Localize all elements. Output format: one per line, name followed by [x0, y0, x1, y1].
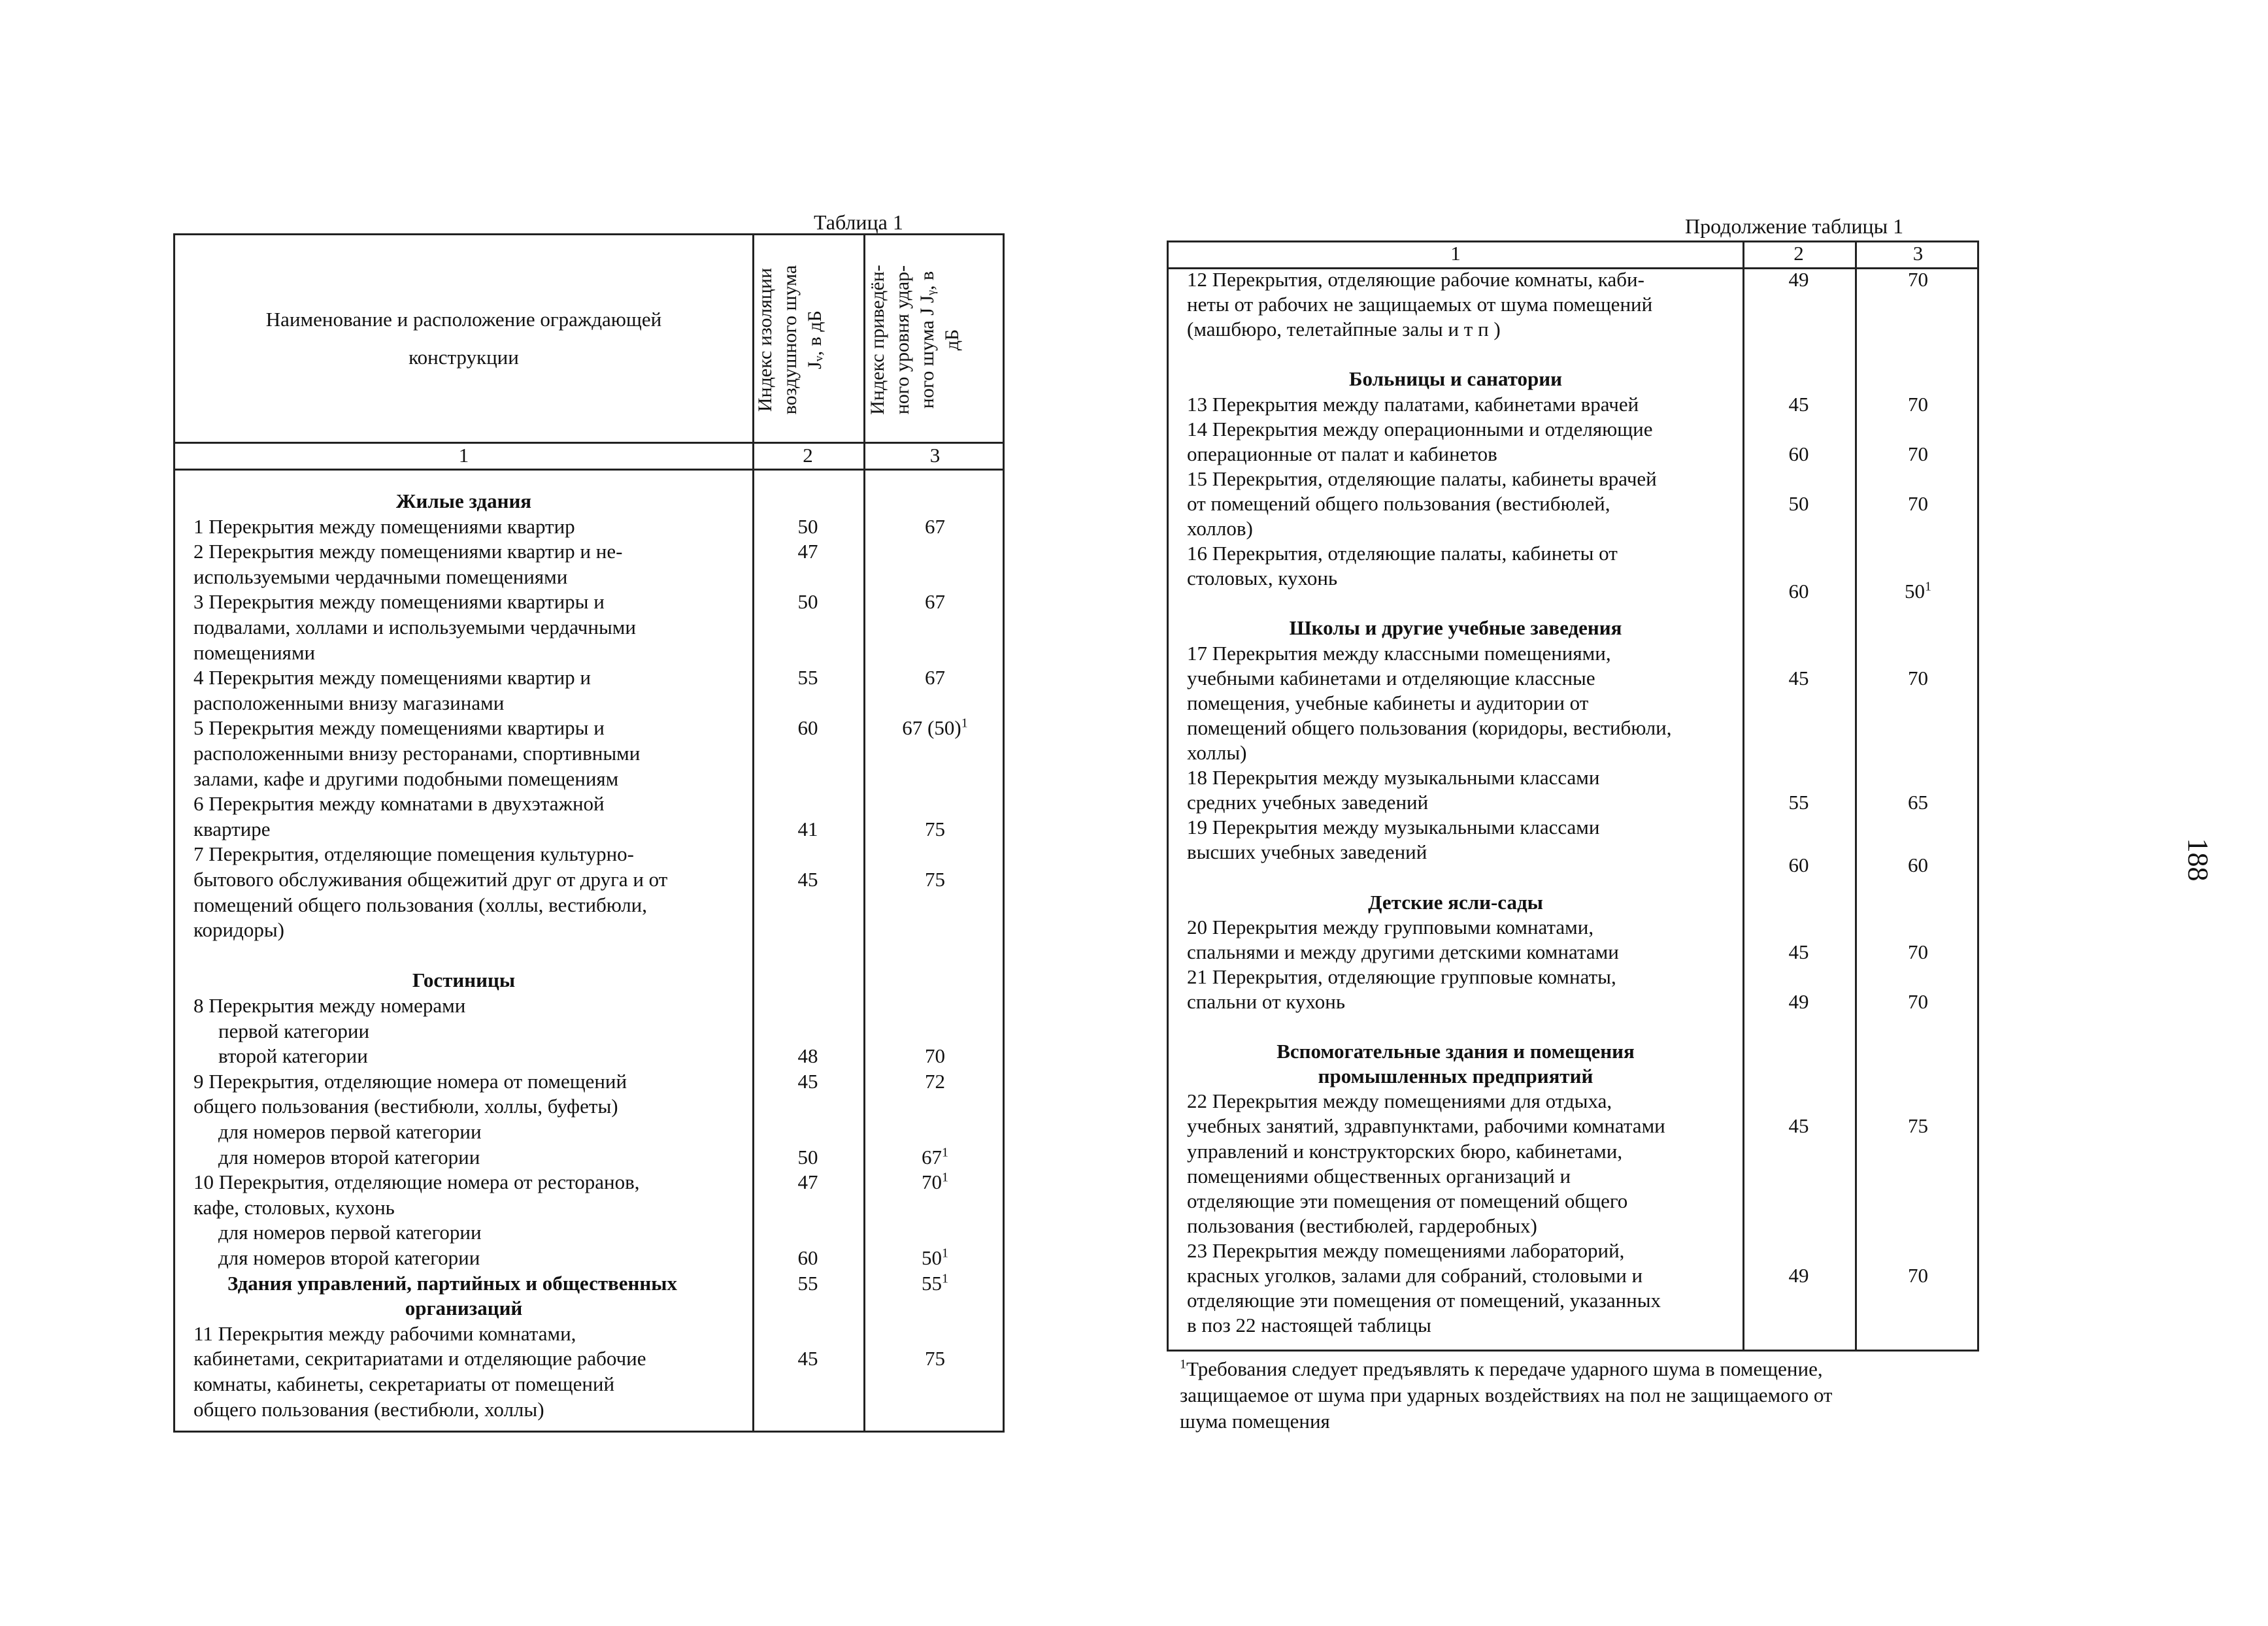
col3-value: [863, 867, 1007, 892]
footnote-ref: 1: [1925, 579, 1931, 594]
col3-value: [1855, 790, 1981, 815]
table-row: [175, 1145, 1007, 1170]
col3-number: 70: [1908, 1264, 1928, 1287]
table-row: [175, 691, 1007, 716]
col3-value: [863, 589, 1007, 614]
row-text: 4 Перекрытия между помещениями квартир и: [193, 666, 592, 689]
table-row: [175, 817, 1007, 842]
table-row: [1169, 616, 1981, 640]
right-colnum-3: 3: [1912, 242, 1924, 265]
col2-value: 60: [797, 1246, 818, 1269]
col2-value: 60: [1788, 580, 1809, 603]
left-colnum-1: 1: [458, 444, 469, 467]
row-text: 3 Перекрытия между помещениями квартиры и: [193, 590, 605, 614]
table-row: [1169, 1238, 1981, 1263]
table-row: [1169, 541, 1981, 566]
row-text: Школы и другие учебные заведения: [1289, 616, 1622, 640]
col3-value: [1855, 1114, 1981, 1138]
table-row: [1169, 915, 1981, 940]
footnote: [1180, 1356, 1832, 1435]
left-header-col2: Индекс изоляции воздушного шума Jᵥ, в дБ: [754, 265, 825, 415]
footnote-mark: 1: [1180, 1357, 1186, 1372]
table-row: [175, 741, 1007, 767]
table-row: [175, 1346, 1007, 1372]
row-text: для номеров первой категории: [218, 1221, 482, 1244]
row-text: залами, кафе и другими подобными помещениям: [193, 767, 619, 790]
row-text: операционные от палат и кабинетов: [1187, 442, 1497, 465]
col2-value: 60: [797, 716, 818, 740]
row-text: 19 Перекрытия между музыкальными классами: [1187, 816, 1600, 839]
col2-value: 45: [797, 868, 818, 891]
col3-value: [863, 1069, 1007, 1094]
footnote-ref: 1: [961, 716, 968, 731]
table-row: [1169, 641, 1981, 666]
table-row: [1169, 417, 1981, 442]
table-row: [175, 1069, 1007, 1095]
row-text: 21 Перекрытия, отделяющие групповые комнаты,: [1187, 965, 1616, 988]
row-text: учебными кабинетами и отделяющие классные: [1187, 666, 1595, 689]
col2-value: 60: [1788, 854, 1809, 877]
col3-number: 60: [1908, 854, 1928, 877]
col3-value: [863, 1145, 1007, 1170]
row-text: промышленных предприятий: [1318, 1065, 1593, 1088]
col3-value: [1855, 940, 1981, 965]
col2-value: 60: [1788, 442, 1809, 465]
table-row: [1169, 740, 1981, 765]
page-number: 188: [2182, 838, 2214, 882]
col3-number: 67: [925, 666, 945, 689]
row-text: комнаты, кабинеты, секретариаты от помещений: [193, 1372, 615, 1395]
footnote-line-2: защищаемое от шума при ударных воздействиях на пол не защищаемого от: [1180, 1384, 1833, 1406]
row-text: 9 Перекрытия, отделяющие номера от помещений: [193, 1069, 627, 1093]
col3-value: [863, 514, 1007, 539]
table-row: [175, 1246, 1007, 1271]
row-text: для номеров второй категории: [218, 1145, 480, 1169]
col3-number: 70: [1908, 940, 1928, 963]
table-row: [175, 893, 1007, 918]
left-table-caption: Таблица 1: [814, 210, 903, 234]
table-row: [1169, 989, 1981, 1014]
col2-value: 45: [1788, 666, 1809, 689]
row-text: 20 Перекрытия между групповыми комнатами,: [1187, 915, 1594, 938]
row-text: 15 Перекрытия, отделяющие палаты, кабинеты врачей: [1187, 467, 1657, 490]
row-text: помещений общего пользования (коридоры, вестибюли,: [1187, 716, 1672, 739]
row-text: кабинетами, секритариатами и отделяющие рабочие: [193, 1347, 646, 1370]
row-text: помещения, учебные кабинеты и аудитории от: [1187, 691, 1589, 714]
row-text: 17 Перекрытия между классными помещениями,: [1187, 641, 1611, 665]
row-text: 18 Перекрытия между музыкальными классами: [1187, 766, 1600, 789]
row-text: 16 Перекрытия, отделяющие палаты, кабинеты от: [1187, 542, 1618, 565]
row-text: бытового обслуживания общежитий друг от друга и от: [193, 868, 668, 891]
col3-number: 70: [925, 1044, 945, 1068]
col2-value: 45: [1788, 1114, 1809, 1138]
row-text: Гостиницы: [412, 969, 516, 992]
row-text: управлений и конструкторских бюро, кабинетами,: [1187, 1139, 1623, 1163]
row-text: (машбюро, телетайпные залы и т п ): [1187, 318, 1501, 341]
row-text: подвалами, холлами и используемыми чердачными: [193, 616, 637, 639]
col3-number: 67 (50): [902, 716, 961, 740]
table-row: [1169, 491, 1981, 516]
row-text: спальнями и между другими детскими комнатами: [1187, 940, 1619, 963]
left-colnum-3: 3: [929, 444, 941, 467]
row-text: 1 Перекрытия между помещениями квартир: [193, 514, 575, 538]
table-row: [175, 767, 1007, 792]
table-row: [1169, 292, 1981, 317]
table-row: [175, 615, 1007, 640]
row-text: Здания управлений, партийных и общественных: [227, 1271, 677, 1295]
row-text: 12 Перекрытия, отделяющие рабочие комнаты, каби-: [1187, 268, 1644, 291]
table-row: [175, 514, 1007, 540]
right-colnum-2: 2: [1793, 242, 1804, 265]
left-table: [173, 233, 1005, 1433]
row-text: 7 Перекрытия, отделяющие помещения культурно-: [193, 842, 634, 866]
row-text: 13 Перекрытия между палатами, кабинетами врачей: [1187, 392, 1639, 416]
row-text: коридоры): [193, 918, 285, 942]
col2-value: 50: [797, 514, 818, 538]
row-text: спальни от кухонь: [1187, 989, 1345, 1013]
row-text: 2 Перекрытия между помещениями квартир и не-: [193, 540, 623, 563]
table-row: [1169, 716, 1981, 740]
row-text: красных уголков, залами для собраний, столовыми и: [1187, 1264, 1643, 1287]
col3-value: [863, 1170, 1007, 1195]
table-row: [1169, 840, 1981, 877]
col3-value: [1855, 392, 1981, 417]
left-header-col1: Наименование и расположение ограждающей конструкции: [265, 308, 662, 369]
col3-number: 67: [925, 590, 945, 614]
row-text: помещений общего пользования (холлы, вестибюли,: [193, 893, 648, 916]
col3-number: 75: [925, 1347, 945, 1370]
row-text: 5 Перекрытия между помещениями квартиры и: [193, 716, 605, 740]
table-row: [175, 489, 1007, 514]
row-text: 10 Перекрытия, отделяющие номера от ресторанов,: [193, 1170, 640, 1194]
row-text: общего пользования (вестибюли, холлы, буфеты): [193, 1095, 618, 1118]
table-row: [1169, 1114, 1981, 1138]
table-row: [175, 1019, 1007, 1044]
col3-number: 70: [1908, 442, 1928, 465]
col3-number: 50: [1905, 580, 1925, 603]
col3-number: 75: [925, 868, 945, 891]
col2-value: 49: [1788, 268, 1809, 291]
row-text: средних учебных заведений: [1187, 791, 1429, 814]
row-text: 8 Перекрытия между номерами: [193, 994, 466, 1017]
col3-number: 70: [1908, 989, 1928, 1013]
table-row: [1169, 1139, 1981, 1164]
col3-number: 72: [925, 1069, 945, 1093]
col3-value: [1855, 442, 1981, 467]
col3-value: [1855, 989, 1981, 1014]
col3-value: [863, 817, 1007, 842]
table-row: [175, 1094, 1007, 1120]
row-text: для номеров первой категории: [218, 1120, 482, 1143]
table-row: [1169, 566, 1981, 603]
row-text: второй категории: [218, 1044, 368, 1068]
col3-value: [1855, 491, 1981, 516]
table-row: [1169, 1263, 1981, 1288]
row-text: высших учебных заведений: [1187, 840, 1427, 864]
table-row: [1169, 1189, 1981, 1214]
col2-value: 50: [1788, 491, 1809, 515]
row-text: 11 Перекрытия между рабочими комнатами,: [193, 1321, 576, 1345]
right-table: [1167, 241, 1979, 1352]
row-text: отделяющие эти помещения от помещений общего: [1187, 1189, 1628, 1212]
col3-value: [863, 665, 1007, 690]
footnote-ref: 1: [942, 1170, 948, 1185]
table-row: [1169, 890, 1981, 915]
col3-number: 70: [922, 1170, 942, 1194]
table-row: [175, 867, 1007, 893]
col2-value: 48: [797, 1044, 818, 1068]
row-text: расположенными внизу ресторанами, спортивными: [193, 742, 641, 765]
col3-number: 70: [1908, 666, 1928, 689]
col3-number: 67: [925, 514, 945, 538]
col3-number: 75: [925, 817, 945, 840]
col3-value: [1855, 579, 1981, 604]
table-row: [1169, 516, 1981, 541]
footnote-line-1: Требования следует предъявлять к передаче ударного шума в помещение,: [1186, 1357, 1823, 1380]
footnote-line-3: шума помещения: [1180, 1410, 1330, 1433]
table-row: [1169, 1089, 1981, 1114]
table-row: [1169, 392, 1981, 417]
col2-value: 47: [797, 1170, 818, 1194]
row-text: 22 Перекрытия между помещениями для отдыха,: [1187, 1089, 1612, 1113]
col3-number: 65: [1908, 791, 1928, 814]
table-row: [175, 993, 1007, 1019]
table-row: [1169, 1164, 1981, 1189]
col3-number: 75: [1908, 1114, 1928, 1138]
table-row: [1169, 467, 1981, 491]
table-row: [1169, 1214, 1981, 1238]
footnote-ref: 1: [942, 1145, 948, 1160]
table-row: [1169, 1064, 1981, 1089]
left-colnum-2: 2: [803, 444, 813, 467]
row-text: Вспомогательные здания и помещения: [1276, 1040, 1635, 1063]
col2-value: 50: [797, 590, 818, 614]
footnote-ref: 1: [942, 1271, 948, 1286]
col2-value: 47: [797, 540, 818, 563]
col2-value: 45: [797, 1347, 818, 1370]
table-row: [1169, 666, 1981, 691]
table-row: [175, 565, 1007, 590]
row-text: от помещений общего пользования (вестибюлей,: [1187, 491, 1610, 515]
right-colnum-1: 1: [1450, 242, 1461, 265]
table-row: [1169, 1313, 1981, 1338]
table-row: [1169, 1039, 1981, 1064]
table-row: [175, 1120, 1007, 1145]
col3-value: [863, 1271, 1007, 1296]
table-row: [175, 1321, 1007, 1347]
table-row: [1169, 965, 1981, 989]
col3-number: 50: [922, 1246, 942, 1269]
left-header-col3: Индекс приведён- ного уровня удар- ного шума J Jᵧ, в дБ: [867, 265, 963, 415]
table-row: [175, 589, 1007, 615]
row-text: 14 Перекрытия между операционными и отделяющие: [1187, 417, 1653, 440]
col3-value: [1855, 853, 1981, 878]
table-row: [175, 1195, 1007, 1221]
row-text: помещениями общественных организаций и: [1187, 1164, 1571, 1187]
row-text: помещениями: [193, 640, 316, 664]
table-row: [175, 1170, 1007, 1195]
table-row: [175, 640, 1007, 666]
table-row: [175, 1296, 1007, 1321]
row-text: пользования (вестибюлей, гардеробных): [1187, 1214, 1537, 1237]
table-row: [175, 1220, 1007, 1246]
row-text: Детские ясли-сады: [1368, 890, 1543, 914]
table-row: [1169, 815, 1981, 840]
table-row: [175, 1271, 1007, 1297]
row-text: расположенными внизу магазинами: [193, 691, 505, 714]
table-row: [175, 791, 1007, 817]
table-row: [175, 968, 1007, 993]
table-row: [1169, 317, 1981, 342]
col2-value: 55: [797, 1271, 818, 1295]
col3-number: 55: [922, 1271, 942, 1295]
col3-value: [1855, 666, 1981, 691]
right-table-caption: Продолжение таблицы 1: [1685, 214, 1904, 238]
col3-number: 67: [922, 1145, 942, 1169]
table-row: [175, 665, 1007, 691]
row-text: учебных занятий, здравпунктами, рабочими комнатами: [1187, 1114, 1665, 1138]
row-text: Больницы и санатории: [1349, 367, 1562, 391]
col3-value: [1855, 267, 1981, 292]
col2-value: 49: [1788, 989, 1809, 1013]
row-text: холлов): [1187, 517, 1253, 540]
table-row: [1169, 442, 1981, 467]
row-text: для номеров второй категории: [218, 1246, 480, 1269]
row-text: отделяющие эти помещения от помещений, указанных: [1187, 1289, 1661, 1312]
row-text: Жилые здания: [395, 489, 532, 512]
row-text: холлы): [1187, 740, 1247, 764]
col2-value: 45: [797, 1069, 818, 1093]
row-text: неты от рабочих не защищаемых от шума помещений: [1187, 293, 1653, 316]
table-row: [175, 1372, 1007, 1397]
row-text: 6 Перекрытия между комнатами в двухэтажной: [193, 792, 605, 816]
col3-number: 70: [1908, 268, 1928, 291]
table-row: [1169, 367, 1981, 391]
table-row: [1169, 790, 1981, 815]
col3-number: 70: [1908, 491, 1928, 515]
col2-value: 41: [797, 817, 818, 840]
col2-value: 55: [1788, 791, 1809, 814]
row-text: в поз 22 настоящей таблицы: [1187, 1314, 1431, 1337]
col3-number: 70: [1908, 392, 1928, 416]
col2-value: 55: [797, 666, 818, 689]
table-row: [175, 539, 1007, 565]
row-text: столовых, кухонь: [1187, 567, 1338, 590]
table-row: [175, 716, 1007, 741]
row-text: кафе, столовых, кухонь: [193, 1195, 395, 1219]
table-row: [1169, 765, 1981, 790]
col2-value: 45: [1788, 940, 1809, 963]
col2-value: 45: [1788, 392, 1809, 416]
col3-value: [1855, 1263, 1981, 1288]
row-text: организаций: [405, 1297, 523, 1320]
table-row: [175, 842, 1007, 867]
table-row: [175, 1044, 1007, 1069]
col3-value: [863, 1044, 1007, 1069]
row-text: квартире: [193, 817, 271, 840]
row-text: первой категории: [218, 1019, 370, 1042]
row-text: общего пользования (вестибюли, холлы): [193, 1397, 544, 1421]
row-text: используемыми чердачными помещениями: [193, 565, 568, 588]
col3-value: [863, 1246, 1007, 1270]
table-row: [175, 1397, 1007, 1423]
col2-value: 50: [797, 1145, 818, 1169]
table-row: [1169, 940, 1981, 965]
col2-value: 49: [1788, 1264, 1809, 1287]
row-text: 23 Перекрытия между помещениями лабораторий,: [1187, 1238, 1625, 1262]
footnote-ref: 1: [942, 1246, 948, 1261]
table-row: [1169, 691, 1981, 716]
col3-value: [863, 1346, 1007, 1371]
table-row: [1169, 267, 1981, 292]
table-row: [175, 918, 1007, 943]
table-row: [1169, 1288, 1981, 1313]
col3-value: [863, 716, 1007, 740]
